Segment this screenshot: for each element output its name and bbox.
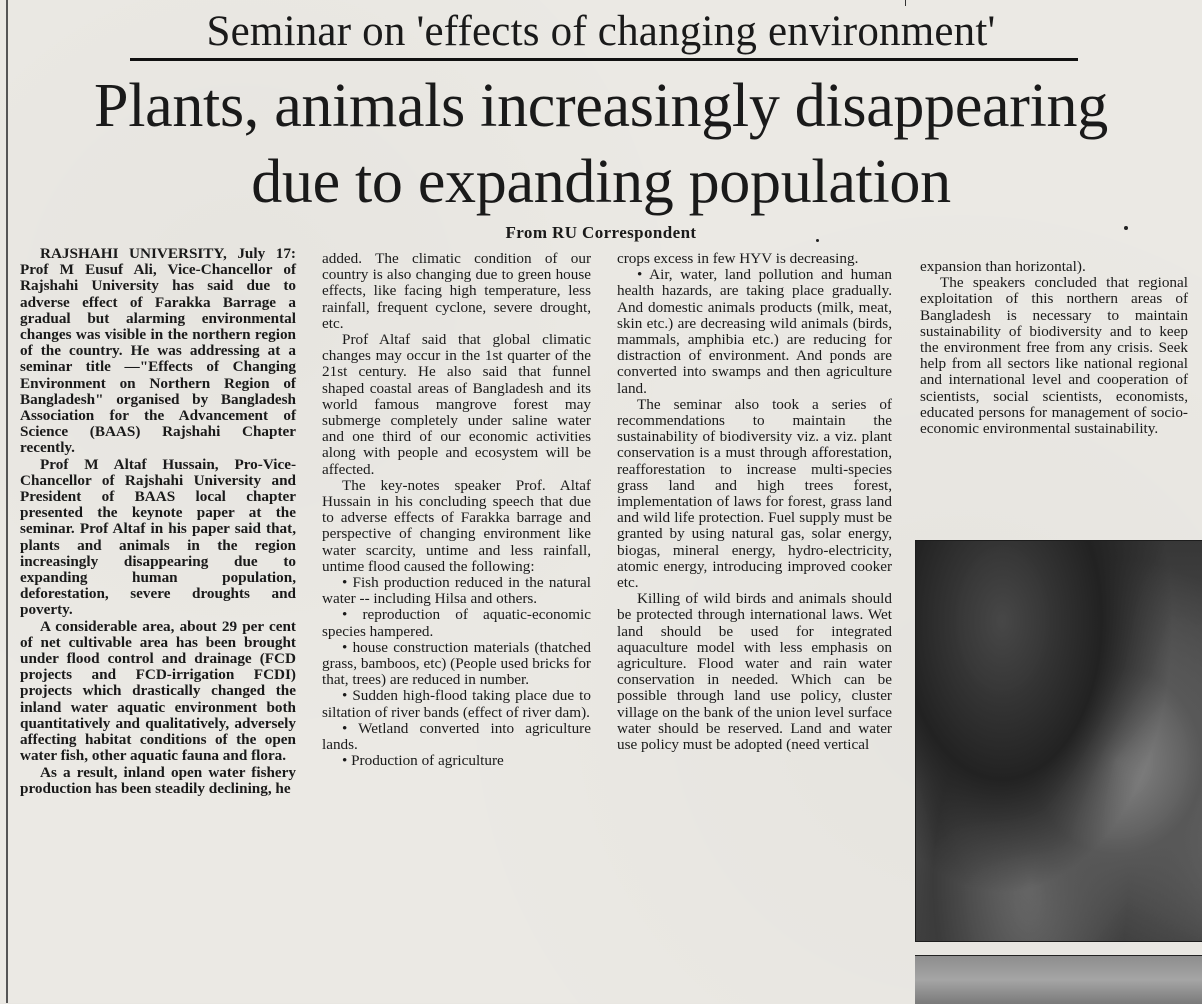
paragraph: expansion than horizontal).: [920, 258, 1086, 275]
paragraph: added. The climatic condition of our country is also changing due to green house effects, like facing high temperature, less rainfall, frequent cyclone, severe drought, etc.: [322, 250, 591, 332]
paragraph: Killing of wild birds and animals should be protected through international laws. Wet land should be used for integrated aquaculture model with less emphasis on agriculture. Flood water and rain water conservation in needed. Which can be possible through land use policy, cluster village on the bank of the union level surface water should be reserved. Land and water use policy must be adopted (need vertical: [617, 590, 892, 754]
paragraph: The speakers concluded that regional exploitation of this northern areas of Bangladesh is necessary to maintain sustainability of biodiversity and to keep the environment free from any crisis. Seek help from all sectors like national regional and international level and cooperation of scientists, social scientists, economists, educated persons for management of socio-economic environmental sustainability.: [920, 274, 1188, 438]
article-headline: [0, 68, 1202, 220]
paragraph: Prof Altaf said that global climatic changes may occur in the 1st quarter of the 21st century. He also said that funnel shaped coastal areas of Bangladesh and its world famous mangrove forest may submerge completely under saline water and one third of our economic activities along with people and ecosystem will be affected.: [322, 331, 591, 478]
article-column-2: [322, 251, 591, 770]
article-photo: [915, 540, 1202, 942]
article-column-3: [617, 251, 892, 753]
paragraph: The key-notes speaker Prof. Altaf Hussain in his concluding speech that due to adverse effects of Farakka barrage and perspective of changing environment like water scarcity, untime and less rainfall, untime flood caused the following:: [322, 476, 591, 575]
print-speck: [816, 239, 819, 242]
print-speck: [1124, 226, 1128, 230]
article-column-4: [920, 259, 1188, 437]
headline-line-1: Plants, animals increasingly disappearing: [94, 72, 1108, 140]
article-photo-lower: [915, 955, 1202, 1004]
bullet-item: • Sudden high-flood taking place due to siltation of river bands (effect of river dam).: [322, 687, 591, 721]
headline-line-2: due to expanding population: [251, 148, 951, 216]
bullet-item: • Wetland converted into agriculture lands.: [322, 719, 591, 754]
paragraph: crops excess in few HYV is decreasing.: [617, 250, 859, 267]
article-kicker: Seminar on 'effects of changing environment': [206, 8, 996, 55]
article-column-1: [20, 246, 296, 797]
paragraph: A considerable area, about 29 per cent of net cultivable area has been brought under flood control and drainage (FCD projects and FCD-irrigation FCDI) projects which drastically changed the inland water aquatic environment both quantitatively and qualitatively, adversely affecting habitat conditions of the open water fish, other aquatic fauna and flora.: [20, 617, 296, 765]
paragraph: Prof M Altaf Hussain, Pro-Vice-Chancellor of Rajshahi University and President of BAAS local chapter presented the keynote paper at the seminar. Prof Altaf in his paper said that, plants and animals in the region increasingly disappearing due to expanding human population, deforestation, severe droughts and poverty.: [20, 455, 296, 619]
bullet-item: • house construction materials (thatched grass, bamboos, etc) (People used bricks for that, trees) are reduced in number.: [322, 638, 591, 689]
article-byline: From RU Correspondent: [505, 223, 697, 242]
bullet-item: • Production of agriculture: [342, 752, 504, 770]
paragraph: As a result, inland open water fishery production has been steadily declining, he: [20, 763, 296, 797]
paragraph: RAJSHAHI UNIVERSITY, July 17: Prof M Eusuf Ali, Vice-Chancellor of Rajshahi University has said due to adverse effect of Farakka Barrage a gradual but alarming environmental changes was visible in the northern region of the country. He was addressing at a seminar title —"Effects of Changing Environment on Northern Region of Bangladesh" organised by Bangladesh Association for the Advancement of Science (BAAS) Rajshahi Chapter recently.: [20, 245, 296, 457]
paragraph: The seminar also took a series of recommendations to maintain the sustainability of biodiversity viz. a viz. plant conservation is a must through afforestation, reafforestation to increase multi-species grass land and high trees forest, implementation of laws for forest, grass land and wild life protection. Fuel supply must be granted by using natural gas, solar energy, biogas, mineral energy, hydro-electricity, atomic energy, introducing improved cooker etc.: [617, 395, 892, 592]
bullet-item: • Fish production reduced in the natural water -- including Hilsa and others.: [322, 574, 591, 608]
bullet-item: • Air, water, land pollution and human health hazards, are taking place gradually. And domestic animals products (milk, meat, skin etc.) are decreasing wild animals (birds, mammals, amphibia etc.) are reducing for distraction of environment. And ponds are converted into swamps and then agriculture land.: [617, 266, 892, 397]
kicker-rule: [130, 58, 1078, 61]
bullet-item: • reproduction of aquatic-economic species hampered.: [322, 606, 591, 640]
